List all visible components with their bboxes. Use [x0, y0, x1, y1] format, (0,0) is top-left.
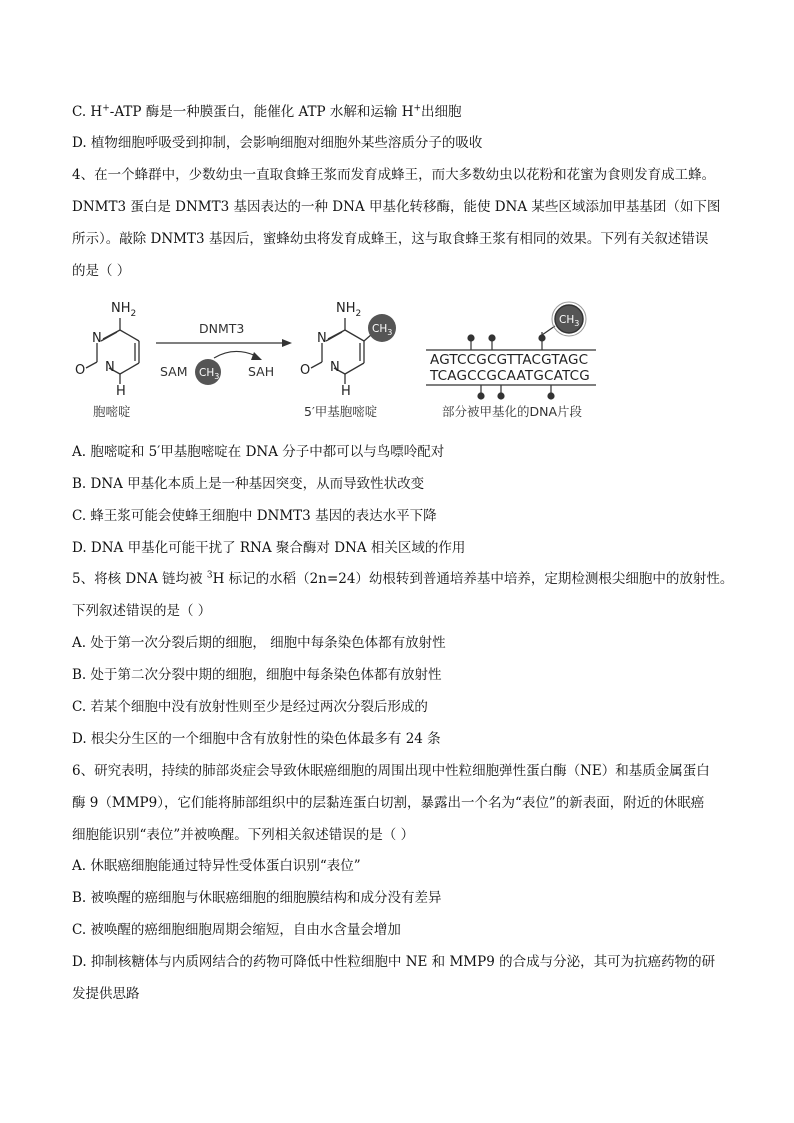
q4-option-d: D. DNA 甲基化可能干扰了 RNA 聚合酶对 DNA 相关区域的作用	[72, 540, 466, 556]
methylcytosine-oxygen: O	[300, 363, 311, 378]
q3-option-c-text-2: -ATP 酶是一种膜蛋白，能催化 ATP 水解和运输 H	[109, 104, 414, 120]
cytosine-hydrogen: H	[116, 384, 126, 399]
q3-option-c-text-3: 出细胞	[421, 104, 462, 120]
q5-stem-line-2: 下列叙述错误的是（ ）	[72, 603, 212, 619]
q4-option-b: B. DNA 甲基化本质上是一种基因突变，从而导致性状改变	[72, 476, 425, 492]
q4-option-a: A. 胞嘧啶和 5′甲基胞嘧啶在 DNA 分子中都可以与鸟嘌呤配对	[72, 444, 445, 460]
q4-stem-line-4: 的是（ ）	[72, 263, 131, 279]
q5-stem-text-2: H 标记的水稻（2n=24）幼根转到普通培养基中培养，定期检测根尖细胞中的放射性。	[212, 571, 734, 587]
sam-label: SAM	[160, 364, 188, 379]
q4-stem-line-1: 4、在一个蜂群中，少数幼虫一直取食蜂王浆而发育成蜂王，而大多数幼虫以花粉和花蜜为食则发育成工蜂。	[72, 167, 716, 183]
label-dna-fragment: 部分被甲基化的DNA片段	[442, 404, 583, 419]
q5-option-a: A. 处于第一次分裂后期的细胞， 细胞中每条染色体都有放射性	[72, 635, 446, 651]
q3-option-c-text-1: C. H	[72, 104, 103, 120]
label-methylcytosine: 5′甲基胞嘧啶	[304, 404, 378, 419]
arrow-head-icon	[282, 339, 292, 347]
dna-methylation-figure	[64, 288, 604, 426]
q4-stem-line-3: 所示）。敲除 DNMT3 基因后，蜜蜂幼虫将发育成蜂王，这与取食蜂王浆有相同的效果。下列有关叙述错误	[72, 231, 709, 247]
q6-stem-line-3: 细胞能识别“表位”并被唤醒。下列相关叙述错误的是（ ）	[72, 827, 415, 843]
methylcytosine-n3: N	[317, 331, 327, 346]
q5-stem-text-1: 5、将核 DNA 链均被	[72, 571, 207, 587]
q6-option-c: C. 被唤醒的癌细胞细胞周期会缩短，自由水含量会增加	[72, 922, 401, 938]
cytosine-n1-label: N	[105, 360, 115, 375]
q5-stem-sup: 3	[206, 570, 213, 581]
dna-top-strand: AGTCCGCGTTACGTAGC	[430, 352, 589, 368]
q3-option-c	[72, 102, 462, 122]
ch3-label-methyl: $CH_3$	[372, 323, 393, 337]
methylcytosine-n1-label: N	[330, 360, 340, 375]
q5-option-b: B. 处于第二次分裂中期的细胞，细胞中每条染色体都有放射性	[72, 667, 442, 683]
q4-option-c: C. 蜂王浆可能会使蜂王细胞中 DNMT3 基因的表达水平下降	[72, 508, 437, 524]
methylcytosine-structure	[311, 318, 372, 384]
cytosine-n3: N	[92, 331, 102, 346]
dna-methyl-pins-bottom	[478, 385, 554, 399]
cytosine-nh2: $NH_2$	[111, 301, 137, 319]
curve-arrow-head-icon	[251, 352, 262, 360]
q6-stem-line-2: 酶 9（MMP9），它们能将肺部组织中的层黏连蛋白切割，暴露出一个名为“表位”的新表面，附近的休眠癌	[72, 795, 705, 811]
ch3-label-dna: $CH_3$	[559, 314, 580, 328]
q3-option-d: D. 植物细胞呼吸受到抑制，会影响细胞对细胞外某些溶质分子的吸收	[72, 135, 483, 151]
methylcytosine-hydrogen: H	[341, 384, 351, 399]
q5-option-c: C. 若某个细胞中没有放射性则至少是经过两次分裂后形成的	[72, 699, 428, 715]
cytosine-oxygen: O	[75, 363, 86, 378]
sam-curve-arrow	[214, 351, 256, 358]
q6-option-d-line-2: 发提供思路	[72, 986, 140, 1002]
q6-option-b: B. 被唤醒的癌细胞与休眠癌细胞的细胞膜结构和成分没有差异	[72, 890, 442, 906]
enzyme-label: DNMT3	[199, 321, 245, 336]
q3-option-c-sup-2: +	[413, 103, 422, 114]
q6-option-d-line-1: D. 抑制核糖体与内质网结合的药物可降低中性粒细胞中 NE 和 MMP9 的合成与分泌，其可为抗癌药物的研	[72, 954, 716, 970]
q3-option-c-sup-1: +	[102, 103, 110, 114]
methylcytosine-nh2: $NH_2$	[336, 301, 362, 319]
q5-stem-line-1	[72, 569, 733, 589]
q4-stem-line-2: DNMT3 蛋白是 DNMT3 基因表达的一种 DNA 甲基化转移酶，能使 DNA 某些区域添加甲基基团（如下图	[72, 199, 721, 215]
label-cytosine: 胞嘧啶	[93, 404, 131, 419]
dna-methyl-pins-top	[468, 326, 555, 350]
ch3-label-sam: $CH_3$	[199, 367, 220, 381]
q6-stem-line-1: 6、研究表明，持续的肺部炎症会导致休眠癌细胞的周围出现中性粒细胞弹性蛋白酶（NE）和基质金属蛋白	[72, 763, 710, 779]
q6-option-a: A. 休眠癌细胞能通过特异性受体蛋白识别“表位”	[72, 858, 361, 874]
sah-label: SAH	[248, 364, 275, 379]
q5-option-d: D. 根尖分生区的一个细胞中含有放射性的染色体最多有 24 条	[72, 731, 441, 747]
dna-bottom-strand: TCAGCCGCAATGCATCG	[430, 368, 590, 384]
